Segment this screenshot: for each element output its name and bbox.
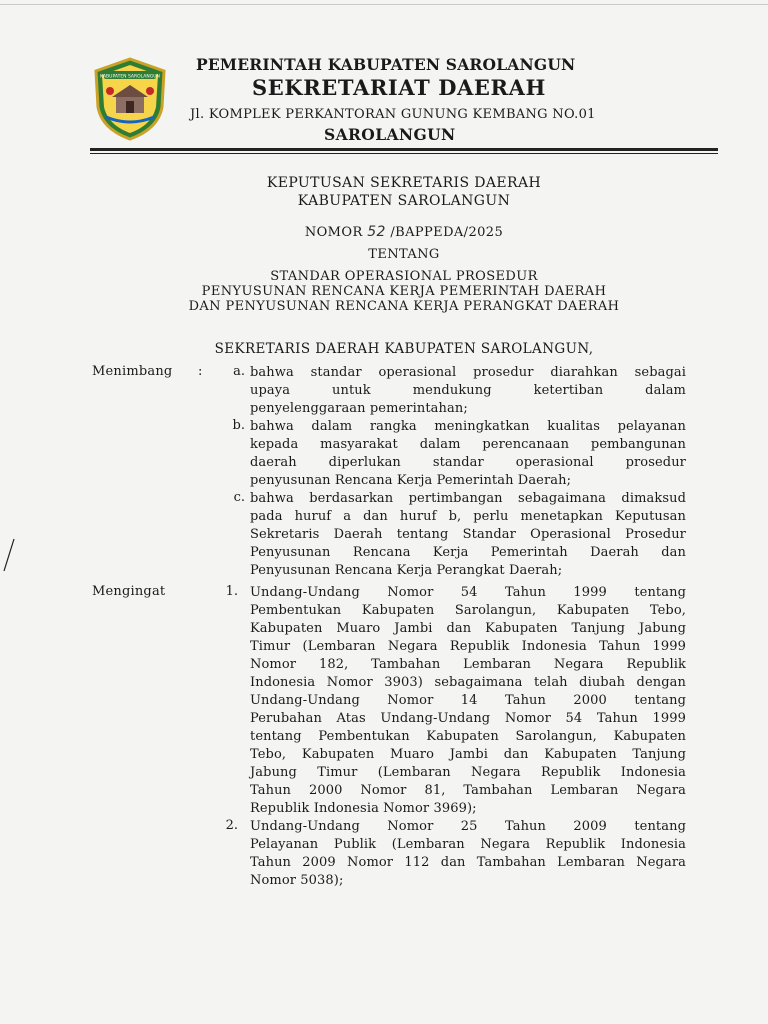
svg-text:KABUPATEN SAROLANGUN: KABUPATEN SAROLANGUN (100, 74, 160, 80)
text-line: bahwa dalam rangka meningkatkan kualitas pelayanan (250, 419, 686, 434)
section-label-menimbang: Menimbang (92, 364, 173, 379)
list-marker: 2. (225, 818, 238, 833)
menimbang-item-c (250, 490, 686, 580)
letterhead-city: SAROLANGUN (324, 125, 456, 144)
text-line: Kabupaten Muaro Jambi dan Kabupaten Tanjung Jabung (250, 621, 686, 636)
text-line: Tahun 2000 Nomor 81, Tambahan Lembaran Negara (250, 783, 686, 798)
text-line: Indonesia Nomor 3903) sebagaimana telah diubah dengan (250, 675, 686, 690)
text-line: Nomor 5038); (250, 873, 344, 888)
text-line: pada huruf a dan huruf b, perlu menetapkan Keputusan (250, 509, 686, 524)
mengingat-item-2 (250, 818, 686, 890)
letterhead-address: Jl. KOMPLEK PERKANTORAN GUNUNG KEMBANG NO.01 (190, 107, 596, 122)
list-marker: 1. (225, 584, 238, 599)
text-line: upaya untuk mendukung ketertiban dalam (250, 383, 686, 398)
decree-title: KEPUTUSAN SEKRETARIS DAERAH (266, 175, 542, 191)
decree-tentang: TENTANG (368, 247, 440, 262)
text-line: Undang-Undang Nomor 25 Tahun 2009 tentang (250, 819, 686, 834)
decree-number-prefix: NOMOR (304, 225, 363, 240)
text-line: Jabung Timur (Lembaran Negara Republik Indonesia (250, 765, 686, 780)
decree-subject-line: DAN PENYUSUNAN RENCANA KERJA PERANGKAT DAERAH (188, 299, 620, 314)
list-marker: a. (233, 364, 245, 379)
decree-signer-heading: SEKRETARIS DAERAH KABUPATEN SAROLANGUN, (214, 341, 594, 357)
section-label-mengingat: Mengingat (92, 584, 166, 599)
margin-pen-mark (2, 537, 16, 573)
decree-subject-line: STANDAR OPERASIONAL PROSEDUR (270, 269, 538, 284)
section-colon: : (198, 364, 203, 379)
text-line: Timur (Lembaran Negara Republik Indonesia Tahun 1999 (250, 639, 686, 654)
text-line: penyelenggaraan pemerintahan; (250, 401, 468, 416)
menimbang-item-b (250, 418, 686, 490)
text-line: Nomor 182, Tambahan Lembaran Negara Republik (250, 657, 686, 672)
text-line: Pembentukan Kabupaten Sarolangun, Kabupaten Tebo, (250, 603, 686, 618)
decree-number (90, 224, 718, 240)
text-line: bahwa berdasarkan pertimbangan sebagaimana dimaksud (250, 491, 686, 506)
letterhead-government: PEMERINTAH KABUPATEN SAROLANGUN (196, 55, 576, 74)
text-line: penyusunan Rencana Kerja Pemerintah Daerah; (250, 473, 572, 488)
decree-title-regency: KABUPATEN SAROLANGUN (297, 193, 511, 209)
decree-number-suffix: /BAPPEDA/2025 (390, 225, 504, 240)
list-marker: c. (233, 490, 245, 505)
list-marker: b. (232, 418, 245, 433)
text-line: daerah diperlukan standar operasional prosedur (250, 455, 686, 470)
text-line: Penyusunan Rencana Kerja Perangkat Daerah; (250, 563, 563, 578)
text-line: Undang-Undang Nomor 14 Tahun 2000 tentang (250, 693, 686, 708)
text-line: kepada masyarakat dalam perencanaan pembangunan (250, 437, 686, 452)
mengingat-item-1 (250, 584, 686, 818)
text-line: Undang-Undang Nomor 54 Tahun 1999 tentang (250, 585, 686, 600)
regency-emblem-logo (92, 57, 168, 141)
letterhead-rule-thick (90, 148, 718, 151)
text-line: Penyusunan Rencana Kerja Pemerintah Daerah dan (250, 545, 686, 560)
decree-number-handwritten: 52 (367, 224, 386, 240)
text-line: tentang Pembentukan Kabupaten Sarolangun, Kabupaten (250, 729, 686, 744)
letterhead-office: SEKRETARIAT DAERAH (252, 75, 546, 100)
text-line: Tahun 2009 Nomor 112 dan Tambahan Lembaran Negara (250, 855, 686, 870)
text-line: Sekretaris Daerah tentang Standar Operasional Prosedur (250, 527, 686, 542)
scan-edge-line (0, 4, 768, 5)
text-line: bahwa standar operasional prosedur diarahkan sebagai (250, 365, 686, 380)
text-line: Republik Indonesia Nomor 3969); (250, 801, 477, 816)
text-line: Pelayanan Publik (Lembaran Negara Republik Indonesia (250, 837, 686, 852)
menimbang-item-a (250, 364, 686, 418)
text-line: Perubahan Atas Undang-Undang Nomor 54 Tahun 1999 (250, 711, 686, 726)
decree-subject-line: PENYUSUNAN RENCANA KERJA PEMERINTAH DAERAH (201, 284, 607, 299)
text-line: Tebo, Kabupaten Muaro Jambi dan Kabupaten Tanjung (250, 747, 686, 762)
letterhead-rule-thin (90, 153, 718, 154)
